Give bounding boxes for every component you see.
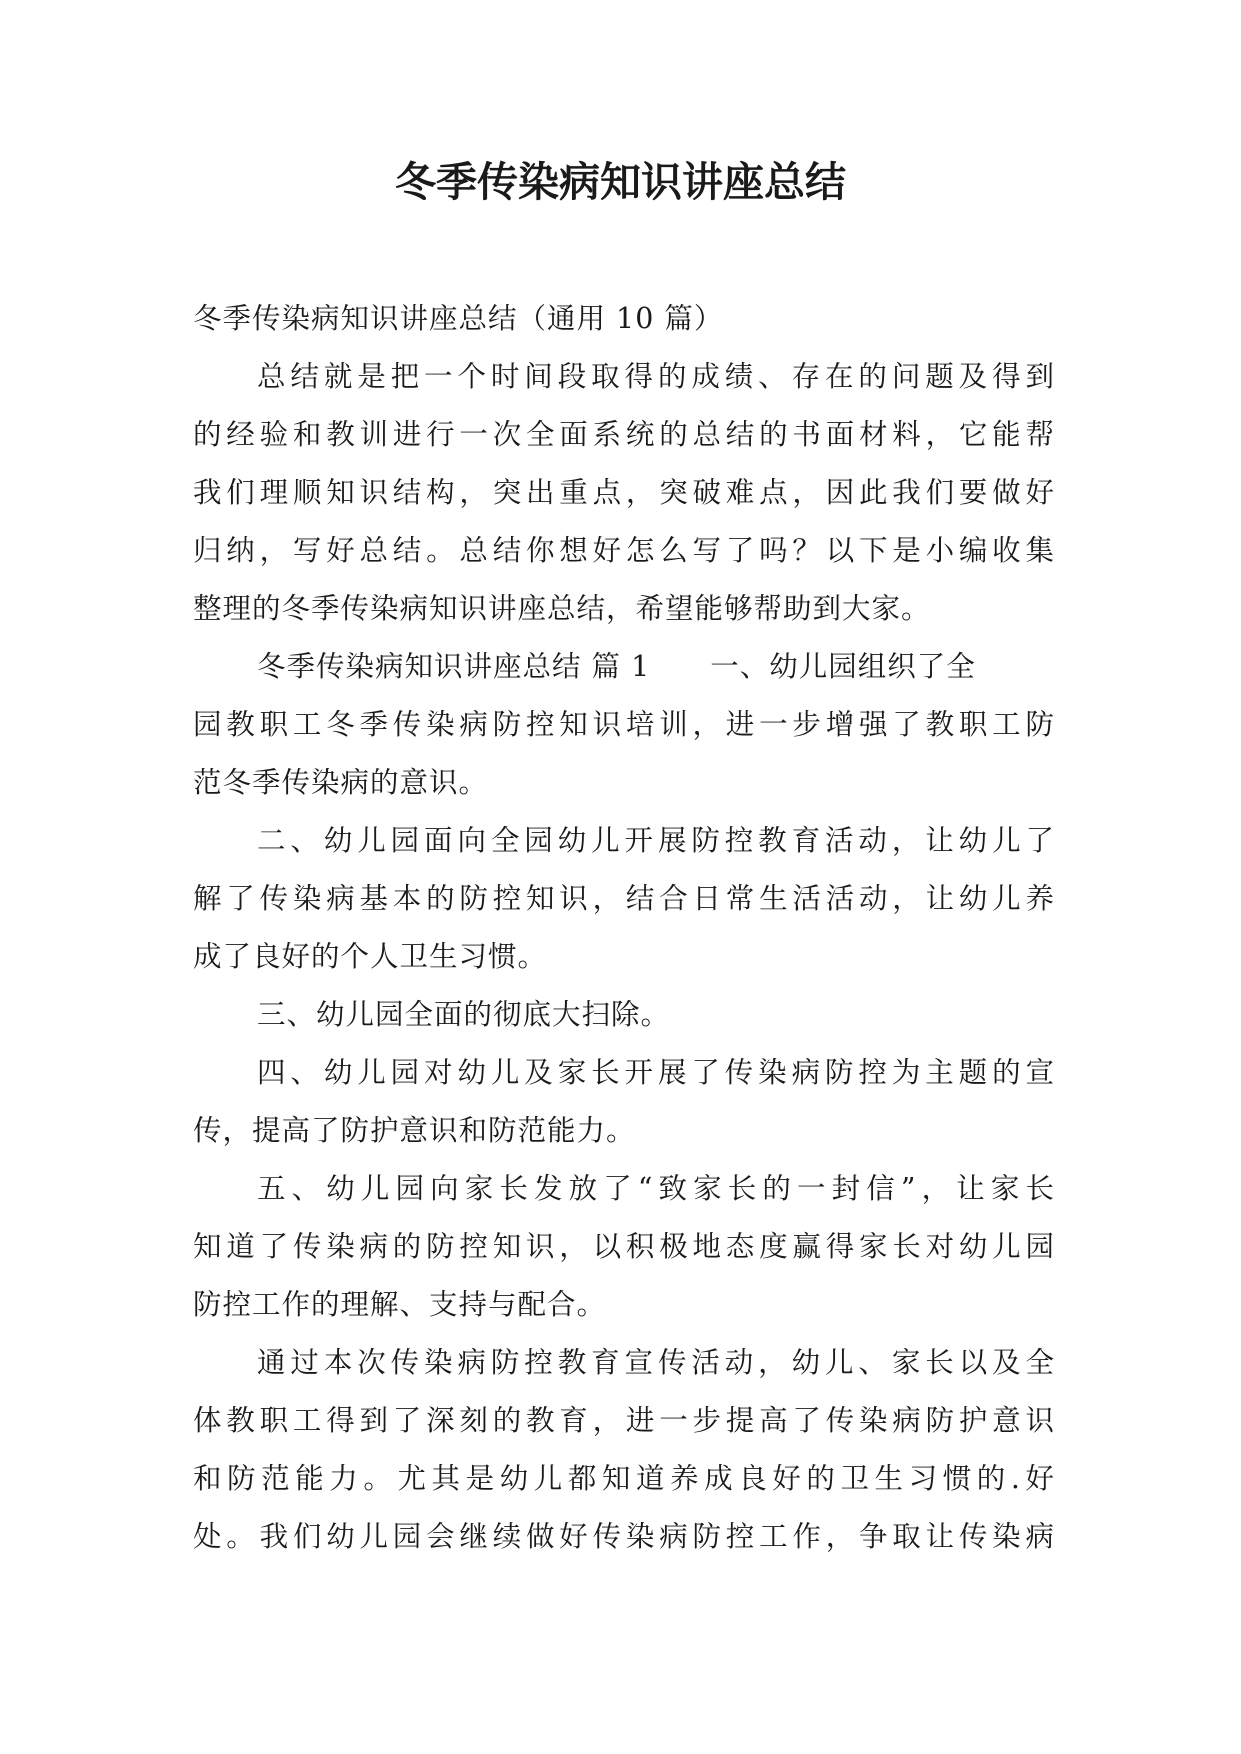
paragraph-line: 处。我们幼儿园会继续做好传染病防控工作，争取让传染病 — [193, 1520, 1055, 1553]
paragraph-line: 范冬季传染病的意识。 — [193, 766, 489, 799]
paragraph-line: 和防范能力。尤其是幼儿都知道养成良好的卫生习惯的.好 — [193, 1462, 1055, 1495]
document-body — [193, 290, 1055, 1566]
subtitle-line: 冬季传染病知识讲座总结（通用 10 篇） — [193, 302, 724, 335]
paragraph-line: 四、幼儿园对幼儿及家长开展了传染病防控为主题的宣 — [257, 1056, 1055, 1089]
paragraph-line: 五、幼儿园向家长发放了“致家长的一封信”，让家长 — [257, 1172, 1055, 1205]
paragraph-line: 归纳，写好总结。总结你想好怎么写了吗？以下是小编收集 — [193, 534, 1055, 567]
section-heading: 冬季传染病知识讲座总结 篇 1 — [257, 650, 651, 683]
section-heading-line — [193, 638, 1055, 696]
paragraph-line: 三、幼儿园全面的彻底大扫除。 — [257, 998, 671, 1031]
paragraph-line: 园教职工冬季传染病防控知识培训，进一步增强了教职工防 — [193, 708, 1055, 741]
paragraph-line: 整理的冬季传染病知识讲座总结，希望能够帮助到大家。 — [193, 592, 931, 625]
paragraph-line: 我们理顺知识结构，突出重点，突破难点，因此我们要做好 — [193, 476, 1055, 509]
paragraph-line: 防控工作的理解、支持与配合。 — [193, 1288, 607, 1321]
paragraph-line: 的经验和教训进行一次全面系统的总结的书面材料，它能帮 — [193, 418, 1055, 451]
document-title: 冬季传染病知识讲座总结 — [395, 158, 846, 206]
paragraph-line: 成了良好的个人卫生习惯。 — [193, 940, 548, 973]
paragraph-line: 总结就是把一个时间段取得的成绩、存在的问题及得到 — [257, 360, 1055, 393]
paragraph-line: 解了传染病基本的防控知识，结合日常生活活动，让幼儿养 — [193, 882, 1055, 915]
paragraph-line: 通过本次传染病防控教育宣传活动，幼儿、家长以及全 — [257, 1346, 1055, 1379]
paragraph-line: 二、幼儿园面向全园幼儿开展防控教育活动，让幼儿了 — [257, 824, 1055, 857]
paragraph-line: 知道了传染病的防控知识，以积极地态度赢得家长对幼儿园 — [193, 1230, 1055, 1263]
paragraph-line: 体教职工得到了深刻的教育，进一步提高了传染病防护意识 — [193, 1404, 1055, 1437]
paragraph-text: 一、幼儿园组织了全 — [710, 650, 976, 683]
paragraph-line: 传，提高了防护意识和防范能力。 — [193, 1114, 636, 1147]
